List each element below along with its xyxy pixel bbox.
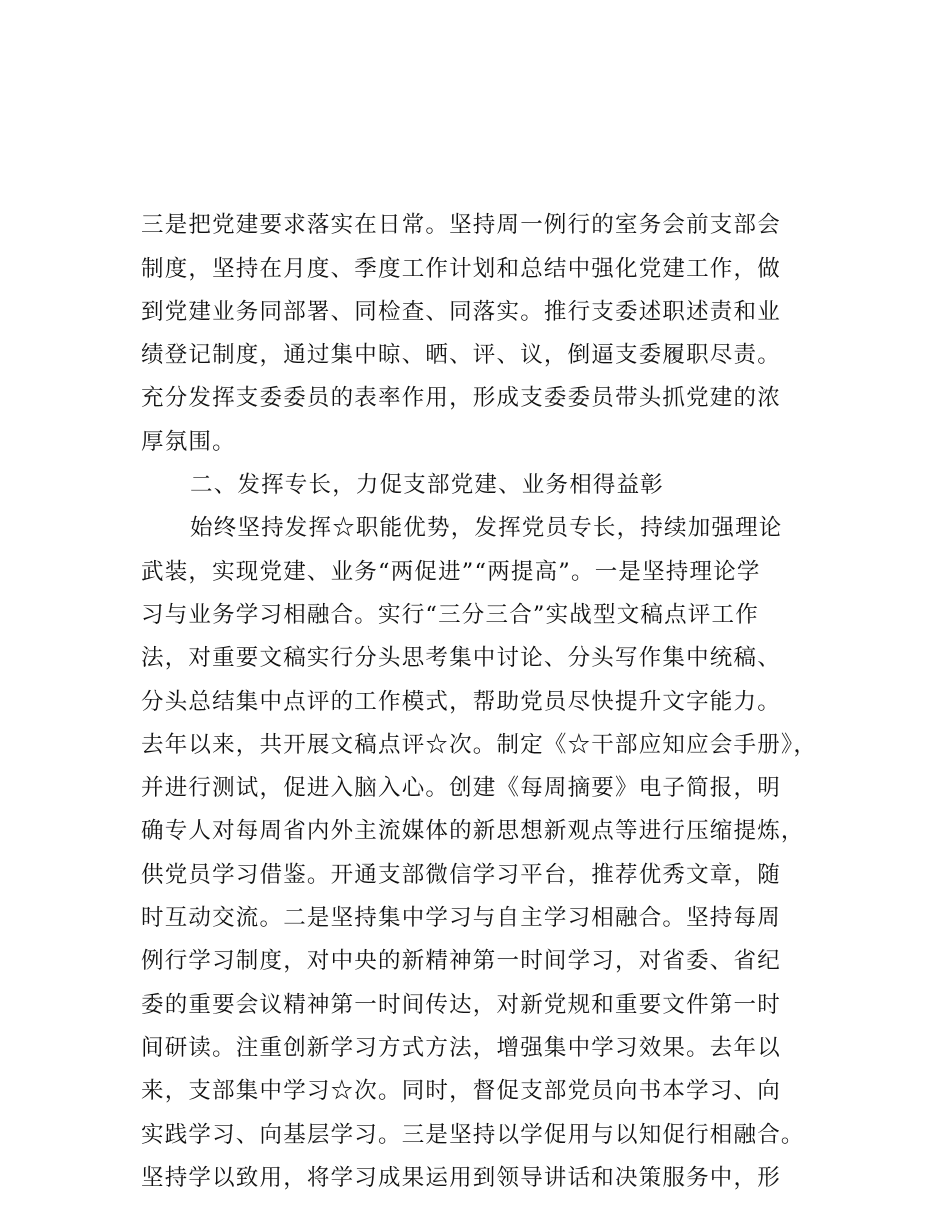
paragraph-line: 三是把党建要求落实在日常。坚持周一例行的室务会前支部会: [141, 212, 781, 238]
paragraph-line: 制度，坚持在月度、季度工作计划和总结中强化党建工作，做: [141, 256, 781, 282]
paragraph-line: 法，对重要文稿实行分头思考集中讨论、分头写作集中统稿、: [141, 645, 781, 671]
paragraph-line: 习与业务学习相融合。实行“三分三合”实战型文稿点评工作: [141, 602, 759, 628]
paragraph-line: 武装，实现党建、业务“两促进”“两提高”。一是坚持理论学: [141, 559, 761, 585]
paragraph-line: 间研读。注重创新学习方式方法，增强集中学习效果。去年以: [141, 1035, 781, 1061]
paragraph-line: 坚持学以致用，将学习成果运用到领导讲话和决策服务中，形: [141, 1165, 781, 1191]
paragraph-line: 绩登记制度，通过集中晾、晒、评、议，倒逼支委履职尽责。: [141, 342, 781, 368]
paragraph-line: 时互动交流。二是坚持集中学习与自主学习相融合。坚持每周: [141, 905, 781, 931]
paragraph-line: 厚氛围。: [141, 429, 236, 455]
paragraph-line: 去年以来，共开展文稿点评☆次。制定《☆干部应知应会手册》，: [141, 732, 818, 758]
paragraph-line: 例行学习制度，对中央的新精神第一时间学习，对省委、省纪: [141, 948, 781, 974]
paragraph-line: 供党员学习借鉴。开通支部微信学习平台，推荐优秀文章，随: [141, 862, 781, 888]
paragraph-line: 来，支部集中学习☆次。同时，督促支部党员向书本学习、向: [141, 1078, 781, 1104]
paragraph-line: 分头总结集中点评的工作模式，帮助党员尽快提升文字能力。: [141, 689, 781, 715]
paragraph-line: 实践学习、向基层学习。三是坚持以学促用与以知促行相融合。: [141, 1122, 805, 1148]
paragraph-line: 委的重要会议精神第一时间传达，对新党规和重要文件第一时: [141, 992, 781, 1018]
paragraph-line: 到党建业务同部署、同检查、同落实。推行支委述职述责和业: [141, 299, 781, 325]
paragraph-line: 确专人对每周省内外主流媒体的新思想新观点等进行压缩提炼，: [141, 818, 805, 844]
section-heading: 二、发挥专长，力促支部党建、业务相得益彰: [190, 472, 665, 498]
paragraph-line: 并进行测试，促进入脑入心。创建《每周摘要》电子简报，明: [141, 775, 781, 801]
paragraph-line: 充分发挥支委委员的表率作用，形成支委委员带头抓党建的浓: [141, 385, 781, 411]
paragraph-first-line: 始终坚持发挥☆职能优势，发挥党员专长，持续加强理论: [190, 515, 783, 541]
